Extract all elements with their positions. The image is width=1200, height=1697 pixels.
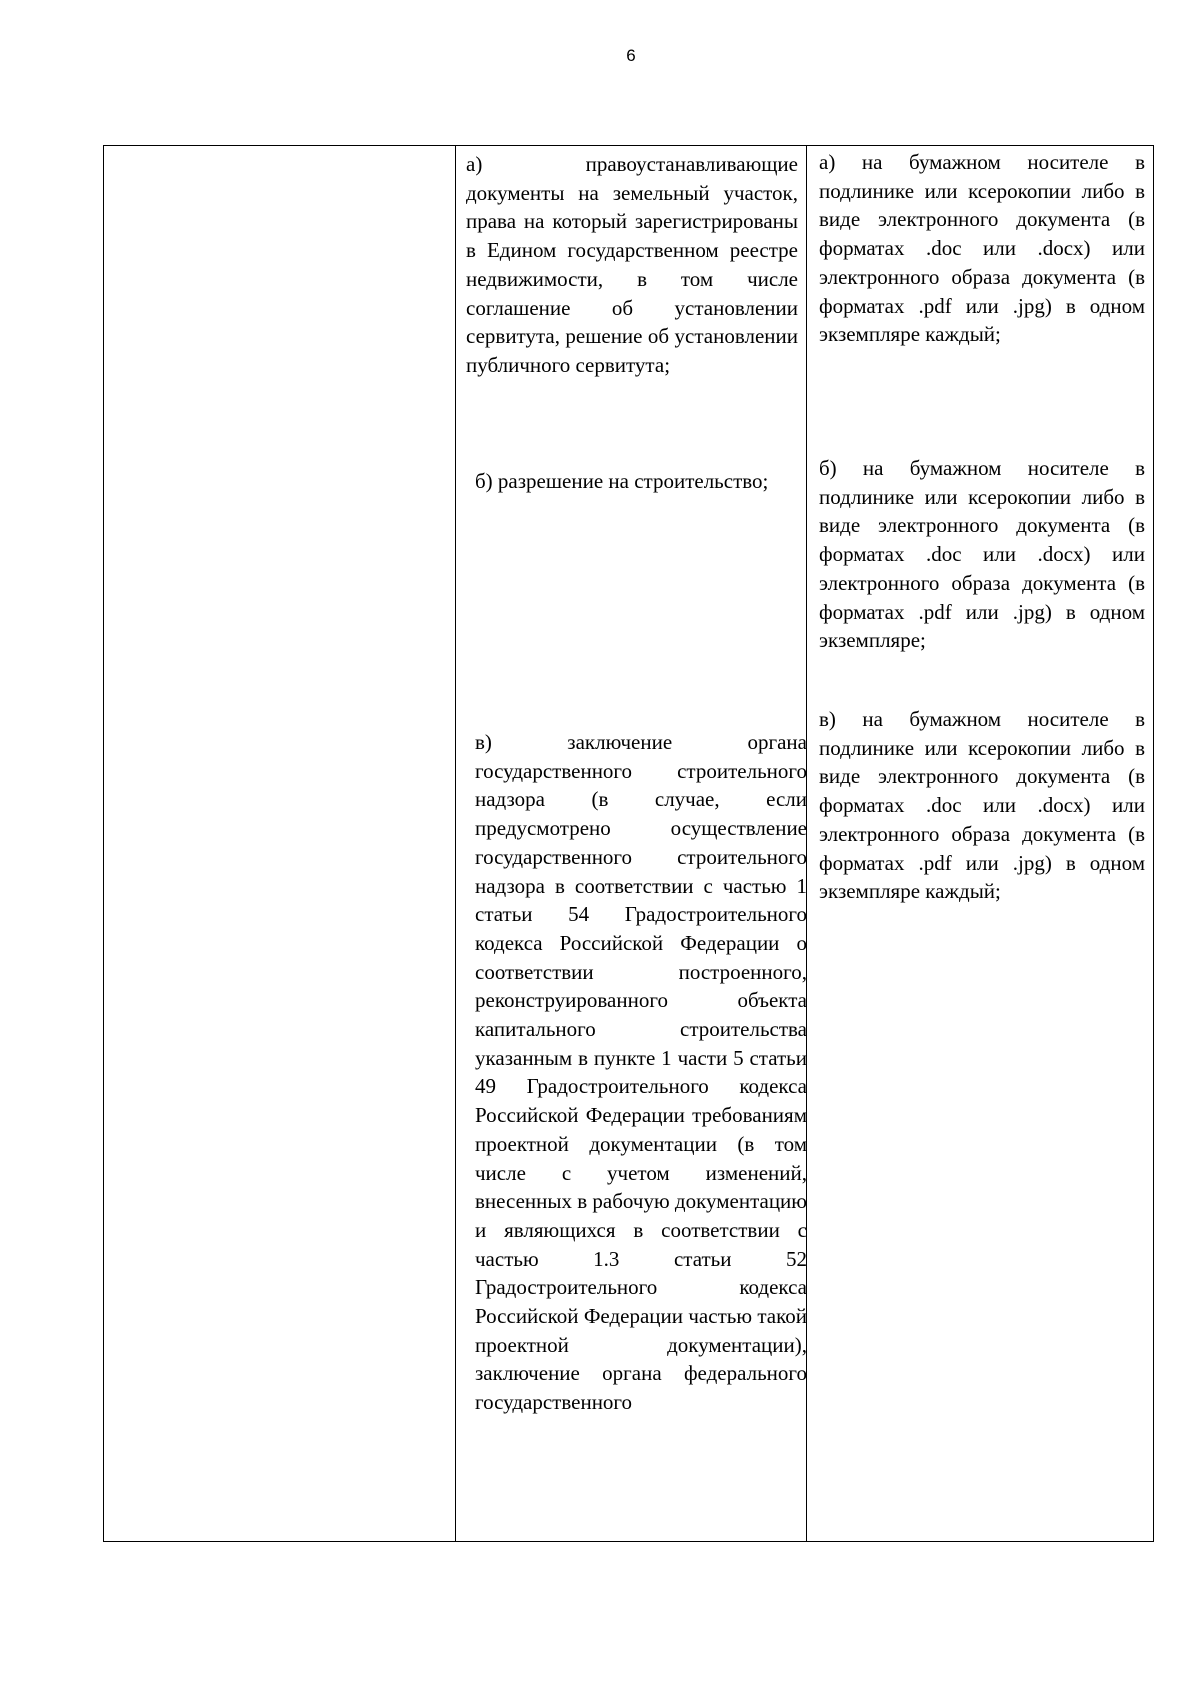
document-item-b: б) разрешение на строительство; — [475, 469, 769, 493]
page-number: 6 — [626, 46, 636, 65]
column-divider-left — [455, 146, 456, 1541]
document-item-a: а) правоустанавливающие документы на земельный участок, права на который зарегистрированы в Едином государственном реестре недвижимости, в том числе соглашение об установлении сервитута, решение об установлении публичного сервитута; — [466, 152, 798, 377]
requirements-table — [103, 145, 1154, 1542]
submission-format-b: б) на бумажном носителе в подлинике или ксерокопии либо в виде электронного документа (в форматах .doc или .docx) или электронного образа документа (в форматах .pdf или .jpg) в одном экземпляре; — [819, 456, 1145, 653]
submission-format-c: в) на бумажном носителе в подлинике или ксерокопии либо в виде электронного документа (в форматах .doc или .docx) или электронного образа документа (в форматах .pdf или .jpg) в одном экземпляре каждый; — [819, 707, 1145, 904]
submission-format-a: а) на бумажном носителе в подлинике или ксерокопии либо в виде электронного документа (в форматах .doc или .docx) или электронного образа документа (в форматах .pdf или .jpg) в одном экземпляре каждый; — [819, 150, 1145, 347]
document-item-c: в) заключение органа государственного строительного надзора (в случае, если предусмотрено осуществление государственного строительного надзора в соответствии с частью 1 статьи 54 Градостроительного кодекса Российской Федерации о соответствии построенного, реконструированного объекта капитального строительства указанным в пункте 1 части 5 статьи 49 Градостроительного кодекса Российской Федерации требованиям проектной документации (в том числе с учетом изменений, внесенных в рабочую документацию и являющихся в соответствии с частью 1.3 статьи 52 Градостроительного кодекса Российской Федерации частью такой проектной документации), заключение органа федерального государственного — [475, 730, 807, 1415]
